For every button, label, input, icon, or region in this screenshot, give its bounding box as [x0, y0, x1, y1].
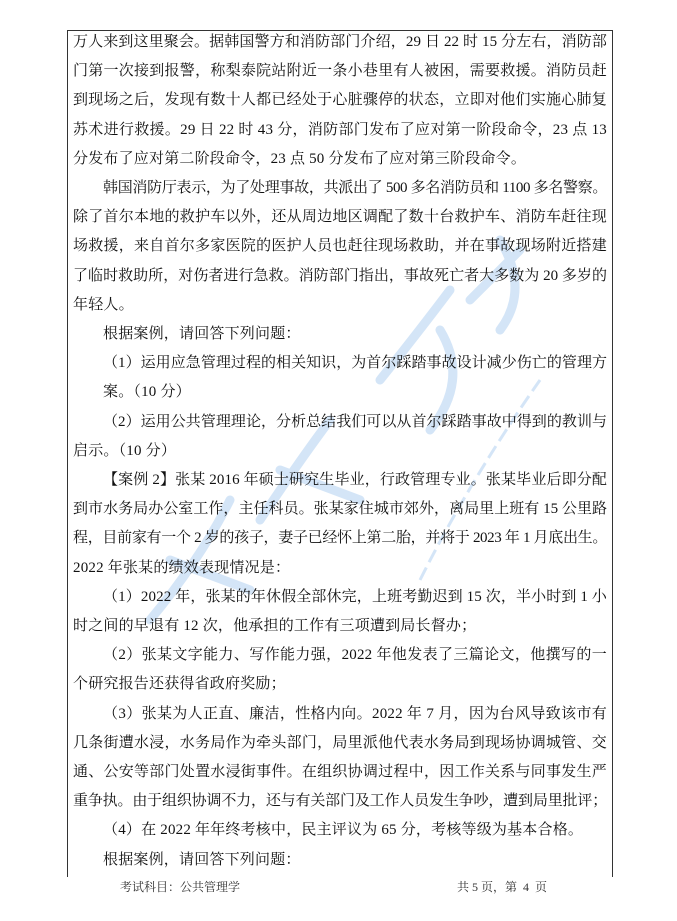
- performance-item-2: （2）张某文字能力、写作能力强，2022 年他发表了三篇论文，他撰写的一: [103, 647, 607, 664]
- footer-page-number: 共 5 页，第 4 页: [457, 880, 548, 894]
- text-line: 程，目前家有一个 2 岁的孩子，妻子已经怀上第二胎，并将于 2023 年 1 月底出生。: [73, 530, 607, 547]
- text-line: 几条街遭水浸，水务局作为牵头部门，局里派他代表水务局到现场协调城管、交: [73, 734, 607, 751]
- text-line: 个研究报告还获得省政府奖励；: [73, 676, 286, 693]
- paragraph-start: 韩国消防厅表示，为了处理事故，共派出了 500 多名消防员和 1100 多名警察。: [103, 180, 607, 197]
- text-line: 除了首尔本地的救护车以外，还从周边地区调配了数十台救护车、消防车赶往现: [73, 209, 607, 226]
- text-line: 门第一次接到报警，称梨泰院站附近一条小巷里有人被困，需要救援。消防员赶: [73, 63, 607, 80]
- text-line: 到现场之后，发现有数十人都已经处于心脏骤停的状态，立即对他们实施心肺复: [73, 92, 607, 109]
- case-2-start: 【案例 2】张某 2016 年硕士研究生毕业，行政管理专业。张某毕业后即分配: [103, 472, 607, 489]
- text-line: 万人来到这里聚会。据韩国警方和消防部门介绍，29 日 22 时 15 分左右，消防部: [73, 34, 607, 50]
- question-2-cont: 启示。（10 分）: [73, 442, 177, 459]
- performance-item-1: （1）2022 年，张某的年休假全部休完，上班考勤迟到 15 次，半小时到 1 小: [103, 588, 607, 605]
- question-prompt: 根据案例，请回答下列问题：: [103, 326, 301, 343]
- footer-subject: 考试科目：公共管理学: [120, 880, 241, 894]
- text-line: 了临时救助所，对伤者进行急救。消防部门指出，事故死亡者大多数为 20 多岁的: [73, 267, 607, 284]
- performance-item-3: （3）张某为人正直、廉洁，性格内向。2022 年 7 月，因为台风导致该市有: [103, 705, 607, 722]
- question-1-cont: 案。（10 分）: [103, 384, 191, 401]
- text-line: 分发布了应对第二阶段命令，23 点 50 分发布了应对第三阶段命令。: [73, 150, 527, 167]
- question-1: （1）运用应急管理过程的相关知识，为首尔踩踏事故设计减少伤亡的管理方: [103, 355, 607, 372]
- performance-item-4: （4）在 2022 年年终考核中，民主评议为 65 分，考核等级为基本合格。: [103, 822, 584, 839]
- question-prompt: 根据案例，请回答下列问题：: [103, 851, 301, 868]
- question-2: （2）运用公共管理理论，分析总结我们可以从首尔踩踏事故中得到的教训与: [103, 413, 607, 430]
- document-body: [73, 28, 607, 875]
- text-line: 年轻人。: [73, 296, 134, 313]
- text-line: 苏术进行救援。29 日 22 时 43 分，消防部门发布了应对第一阶段命令，23 点 13: [73, 121, 607, 138]
- text-line: 重争执。由于组织协调不力，还与有关部门及工作人员发生争吵，遭到局里批评；: [73, 793, 607, 810]
- text-line: 2022 年张某的绩效表现情况是：: [73, 559, 291, 576]
- text-line: 时之间的早退有 12 次，他承担的工作有三项遭到局长督办；: [73, 618, 477, 635]
- text-line: 场救援，来自首尔多家医院的医护人员也赶往现场救助，并在事故现场附近搭建: [73, 238, 607, 255]
- text-line: 通、公安等部门处置水浸街事件。在组织协调过程中，因工作关系与同事发生严: [73, 764, 607, 781]
- text-line: 到市水务局办公室工作，主任科员。张某家住城市郊外，离局里上班有 15 公里路: [73, 501, 607, 518]
